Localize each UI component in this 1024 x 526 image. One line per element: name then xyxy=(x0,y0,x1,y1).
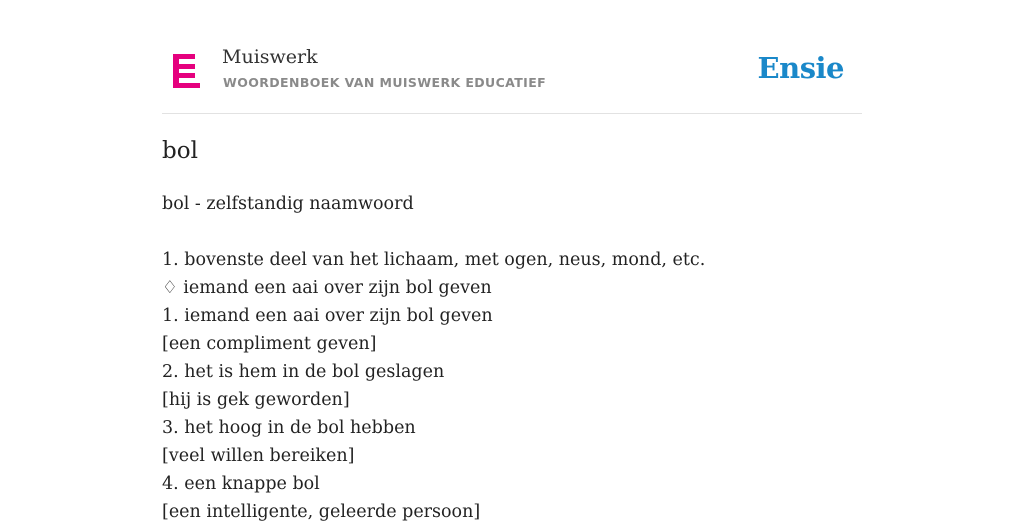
definition-line: [een intelligente, geleerde persoon] xyxy=(162,502,481,522)
definition-line: 3. het hoog in de bol hebben xyxy=(162,418,416,438)
definition-line: 1. iemand een aai over zijn bol geven xyxy=(162,306,493,326)
site-title[interactable]: Muiswerk xyxy=(222,46,318,68)
site-subtitle: WOORDENBOEK VAN MUISWERK EDUCATIEF xyxy=(223,75,547,90)
definition-line: 4. een knappe bol xyxy=(162,474,320,494)
entry-title: bol xyxy=(162,138,198,164)
muiswerk-logo-icon[interactable] xyxy=(173,54,200,88)
definition-line: [veel willen bereiken] xyxy=(162,446,355,466)
definition-line xyxy=(162,218,862,246)
definition-line: bol - zelfstandig naamwoord xyxy=(162,194,414,214)
definition-line: ♢ iemand een aai over zijn bol geven xyxy=(162,278,492,298)
definition-line: 2. het is hem in de bol geslagen xyxy=(162,362,445,382)
ensie-brand-link[interactable]: Ensie xyxy=(757,51,844,85)
site-header xyxy=(162,0,862,114)
page xyxy=(162,0,862,522)
definition-line: 1. bovenste deel van het lichaam, met ogen, neus, mond, etc. xyxy=(162,250,706,270)
definition-line: [een compliment geven] xyxy=(162,334,377,354)
entry-definition xyxy=(162,190,862,526)
definition-line: [hij is gek geworden] xyxy=(162,390,350,410)
